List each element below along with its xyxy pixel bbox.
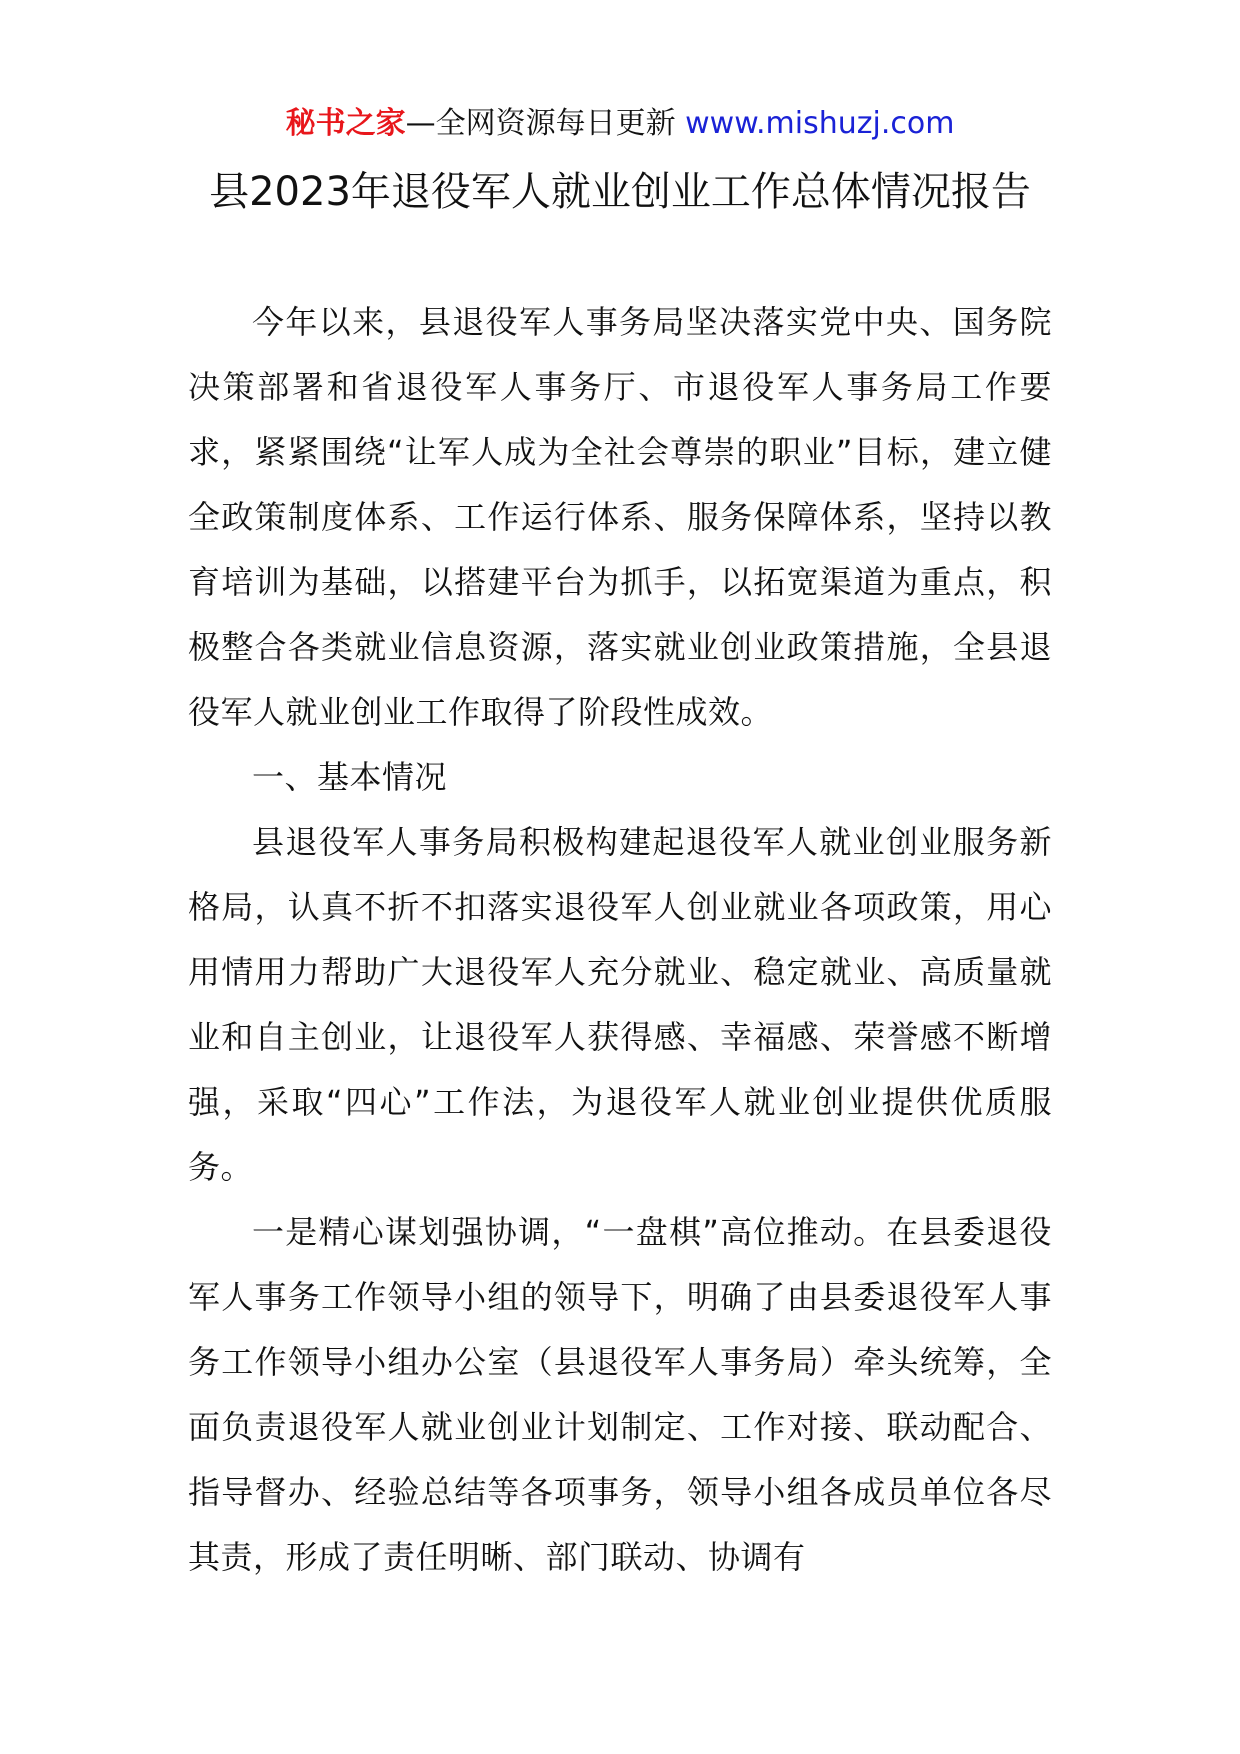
section-heading: 一、基本情况: [252, 758, 448, 796]
header-tagline: —全网资源每日更新: [405, 106, 686, 141]
intro-paragraph: 今年以来，县退役军人事务局坚决落实党中央、国务院决策部署和省退役军人事务厅、市退役军人事务局工作要求，紧紧围绕“让军人成为全社会尊崇的职业”目标，建立健全政策制度体系、工作运行体系、服务保障体系，坚持以教育培训为基础，以搭建平台为抓手，以拓宽渠道为重点，积极整合各类就业信息资源，落实就业创业政策措施，全县退役军人就业创业工作取得了阶段性成效。: [188, 303, 1052, 731]
document-body: [188, 290, 1052, 1590]
document-title: 县2023年退役军人就业创业工作总体情况报告: [209, 169, 1031, 215]
site-url[interactable]: www.mishuzj.com: [685, 106, 955, 141]
planning-paragraph: 一是精心谋划强协调，“一盘棋”高位推动。在县委退役军人事务工作领导小组的领导下，明确了由县委退役军人事务工作领导小组办公室（县退役军人事务局）牵头统筹，全面负责退役军人就业创业计划制定、工作对接、联动配合、指导督办、经验总结等各项事务，领导小组各成员单位各尽其责，形成了责任明晰、部门联动、协调有: [188, 1213, 1052, 1576]
basic-situation-paragraph: 县退役军人事务局积极构建起退役军人就业创业服务新格局，认真不折不扣落实退役军人创业就业各项政策，用心用情用力帮助广大退役军人充分就业、稳定就业、高质量就业和自主创业，让退役军人获得感、幸福感、荣誉感不断增强，采取“四心”工作法，为退役军人就业创业提供优质服务。: [188, 823, 1052, 1186]
site-header: [0, 100, 1240, 148]
brand-name: 秘书之家: [285, 106, 406, 141]
